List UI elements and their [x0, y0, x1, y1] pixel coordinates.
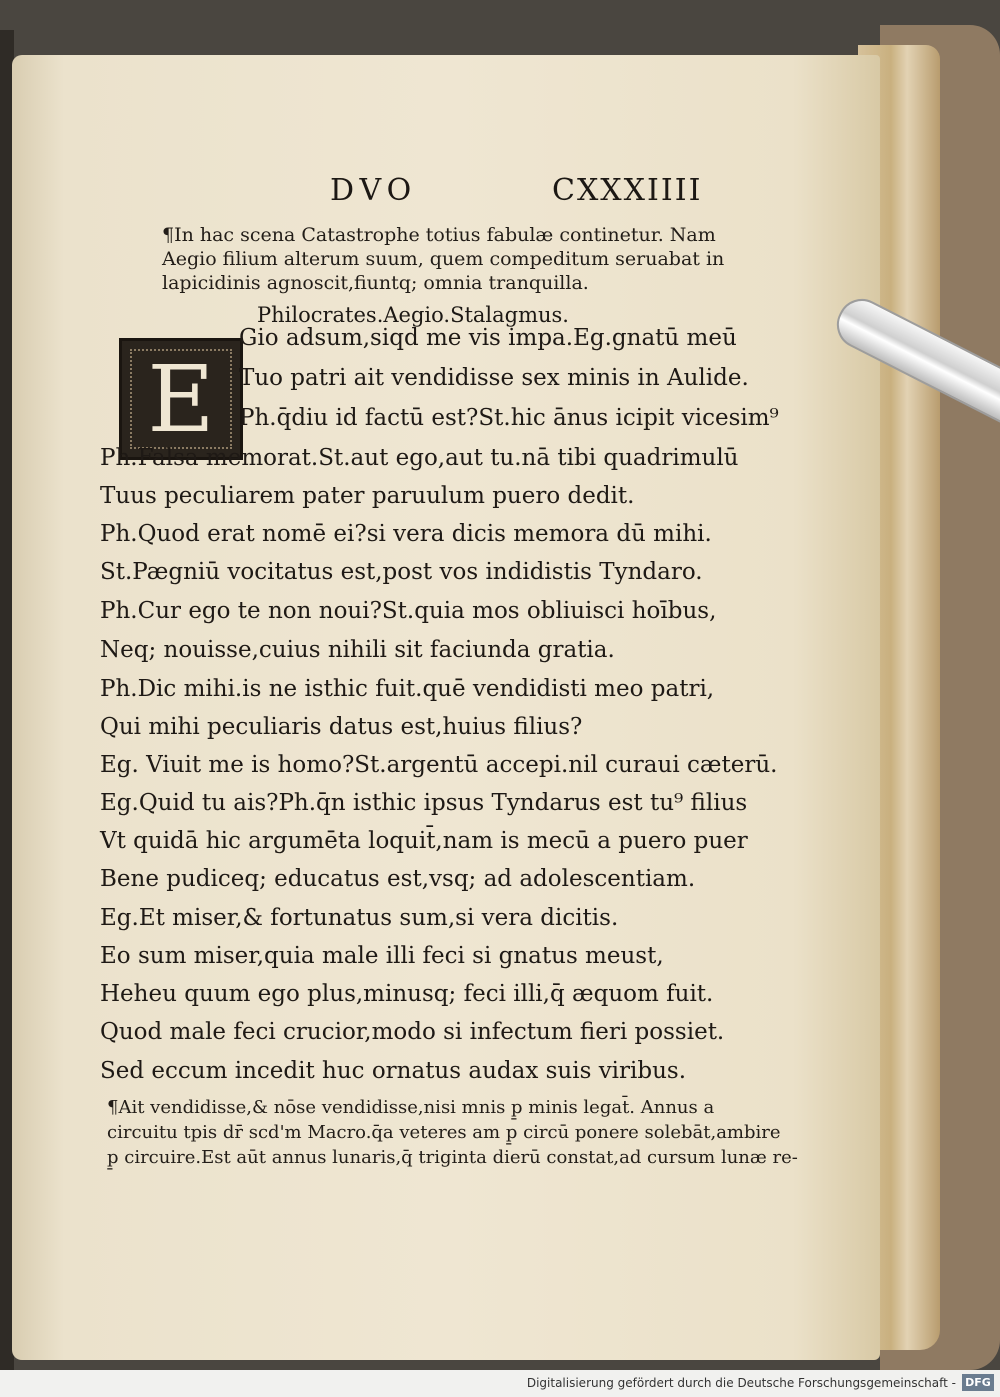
footer-bar [0, 1370, 1000, 1397]
verse-line: Ph.Quod erat nomē ei?si vera dicis memora dū mihi. [100, 521, 712, 547]
commentary-line: circuitu tpis dr̄ scd'm Macro.q̄a veteres am p̱ circū ponere solebāt,ambire [107, 1122, 781, 1143]
verse-line: St.Pægniū vocitatus est,post vos indidistis Tyndaro. [100, 559, 703, 585]
verse-line: Eg. Viuit me is homo?St.argentū accepi.nil curaui cæterū. [100, 752, 778, 778]
verse-line: Heheu quum ego plus,minusq; feci illi,q̄ æquom fuit. [100, 981, 714, 1007]
commentary-note [107, 1095, 798, 1170]
dfg-logo: DFG [962, 1374, 994, 1391]
initial-letter: E [147, 345, 215, 453]
verse-line: Eg.Et miser,& fortunatus sum,si vera dicitis. [100, 905, 619, 931]
running-head [12, 173, 880, 217]
verse-line: Gio adsum,siqd me vis impa.Eg.gnatū meū [239, 325, 737, 351]
verse-line: Tuus peculiarem pater paruulum puero dedit. [100, 483, 635, 509]
verse-line: Ph.Cur ego te non noui?St.quia mos obliuisci hoībus, [100, 598, 717, 624]
verse-line: Eo sum miser,quia male illi feci si gnatus meust, [100, 943, 664, 969]
verse-line: Quod male feci crucior,modo si infectum fieri possiet. [100, 1019, 725, 1045]
verse-line: Ph.Dic mihi.is ne isthic fuit.quē vendidisti meo patri, [100, 676, 715, 702]
verse-line: Neq; nouisse,cuius nihili sit faciunda gratia. [100, 637, 615, 663]
verse-line: Qui mihi peculiaris datus est,huius filius? [100, 714, 583, 740]
decorated-initial [119, 338, 243, 460]
verse-line: Ph.q̄diu id factū est?St.hic ānus icipit vicesim⁹ [239, 405, 779, 431]
verse-line: Sed eccum incedit huc ornatus audax suis viribus. [100, 1058, 687, 1084]
verse-line: Vt quidā hic argumēta loquit̄,nam is mecū a puero puer [100, 828, 748, 854]
verse-line: Ph.Falsa memorat.St.aut ego,aut tu.nā tibi quadrimulū [100, 445, 739, 471]
commentary-line: ¶Ait vendidisse,& nōse vendidisse,nisi mnis p̱ minis legat̄. Annus a [107, 1097, 715, 1118]
verse-line: Tuo patri ait vendidisse sex minis in Aulide. [239, 365, 749, 391]
commentary-line: p̱ circuire.Est aūt annus lunaris,q̄ triginta dierū constat,ad cursum lunæ re- [107, 1147, 798, 1168]
funding-credit: Digitalisierung gefördert durch die Deutsche Forschungsgemeinschaft - [526, 1376, 956, 1390]
book-page [12, 55, 880, 1360]
argument-line: Aegio filium alterum suum, quem compeditum seruabat in [162, 248, 725, 270]
argument-line: lapicidinis agnoscit,fiuntq; omnia tranquilla. [162, 272, 589, 294]
verse-line: Bene pudiceq; educatus est,vsq; ad adolescentiam. [100, 866, 696, 892]
folio-number: CXXXIIII [552, 173, 703, 208]
verse-line: Eg.Quid tu ais?Ph.q̄n isthic ipsus Tyndarus est tu⁹ filius [100, 790, 748, 816]
running-title: DVO [330, 173, 418, 208]
scene-characters: Philocrates.Aegio.Stalagmus. [257, 303, 569, 327]
scene-argument [162, 223, 752, 295]
argument-line: ¶In hac scena Catastrophe totius fabulæ continetur. Nam [162, 224, 716, 246]
